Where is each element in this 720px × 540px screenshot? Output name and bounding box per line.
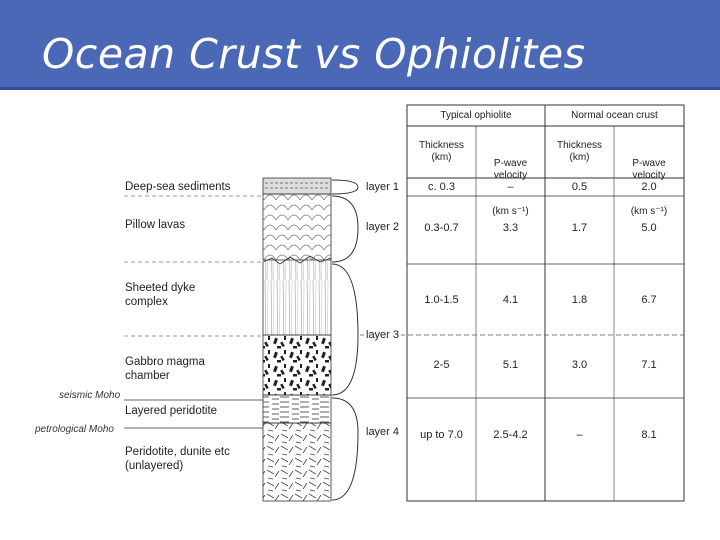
table-cell: 3.3 [502,222,519,234]
gabbro-block [263,335,331,395]
layered-peridotite-block [263,395,331,423]
table-cell: 1.7 [571,222,588,234]
table-cell: 0.5 [571,181,588,193]
subheader-title: P-wave velocity [632,158,666,181]
subheader-unit: (km) [431,152,452,163]
table-cell: 1.8 [571,294,588,306]
table-cell: 2-5 [433,359,450,371]
label-layered-peridotite: Layered peridotite [125,405,218,417]
label-layer-3: layer 3 [366,329,400,341]
rock-column [263,178,331,501]
table-cell: 3.0 [571,359,588,371]
label-layer-4: layer 4 [366,426,400,438]
label-gabbro: Gabbro magma chamber [125,356,205,382]
header-typical-ophiolite: Typical ophiolite [440,110,512,121]
table-cell: 5.0 [641,222,657,234]
table-cell: – [507,181,514,193]
subheader-ophiolite-thickness [407,140,476,164]
label-deep-sea-sediments: Deep-sea sediments [125,181,231,193]
table-cell: – [576,429,583,441]
subheader-title: Thickness [418,140,464,151]
dyke-block [263,256,331,335]
label-sheeted-dyke: Sheeted dyke complex [125,282,196,308]
label-pillow-lavas: Pillow lavas [125,219,186,231]
pillow-lava-block [263,194,331,260]
slide-title: Ocean Crust vs Ophiolites [42,30,586,78]
table-cell: 0.3-0.7 [424,222,459,234]
header-normal-ocean-crust: Normal ocean crust [571,110,658,121]
table-cell: 8.1 [641,429,657,441]
label-layer-2: layer 2 [366,221,400,233]
label-layer-1: layer 1 [366,181,400,193]
subheader-unit: (km) [569,152,590,163]
subheader-crust-thickness [545,140,614,164]
table-cell: c. 0.3 [428,181,455,193]
label-petrological-moho: petrological Moho [35,424,114,435]
subheader-unit: (km s⁻¹) [492,206,529,217]
table-cell: 5.1 [502,359,519,371]
table-cell: 2.0 [641,181,657,193]
layer-braces [332,180,358,500]
sediment-block [263,178,331,194]
label-peridotite: Peridotite, dunite etc (unlayered) [125,446,230,472]
table-cell: 1.0-1.5 [424,294,459,306]
subheader-title: Thickness [556,140,602,151]
table-cell: 6.7 [641,294,657,306]
peridotite-block [263,423,331,501]
subheader-unit: (km s⁻¹) [630,206,668,217]
table-cell: 2.5-4.2 [493,429,528,441]
leader-lines [124,196,263,336]
table-cell: 7.1 [641,359,657,371]
table-cell: up to 7.0 [420,429,463,441]
subheader-title: P-wave velocity [493,158,528,181]
label-seismic-moho: seismic Moho [59,390,121,401]
table-cell: 4.1 [502,294,519,306]
